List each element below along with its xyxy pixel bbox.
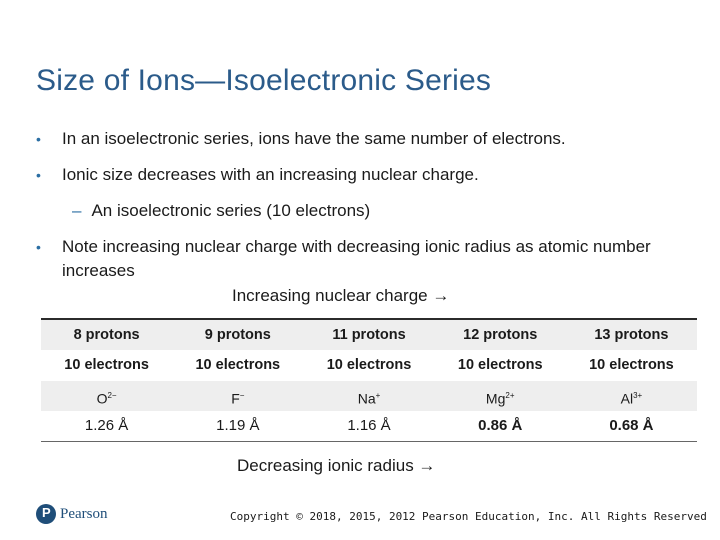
isoelectronic-table [41, 318, 697, 444]
decreasing-radius-label: Decreasing ionic radius → [237, 456, 436, 475]
protons-cell: 11 protons [332, 327, 406, 343]
ion-charge: 2− [107, 391, 117, 400]
sub-bullet-marker: – [72, 201, 82, 220]
radius-cell: 1.19 Å [216, 417, 260, 434]
protons-cell: 8 protons [73, 327, 140, 343]
ion-charge: + [375, 391, 381, 400]
electrons-cell: 10 electrons [64, 357, 149, 373]
pearson-logo-icon [36, 504, 56, 524]
radius-cell: 0.68 Å [609, 417, 654, 434]
bullet-marker: • [36, 167, 41, 183]
copyright-notice: Copyright © 2018, 2015, 2012 Pearson Education, Inc. All Rights Reserved [230, 510, 707, 523]
ion-symbol: O [96, 390, 108, 407]
electrons-cell: 10 electrons [457, 357, 543, 373]
ion-symbol: Al [620, 390, 634, 407]
increasing-charge-label: Increasing nuclear charge → [232, 286, 450, 305]
ion-cell [41, 381, 172, 411]
sub-bullet [72, 201, 370, 221]
bullet-marker: • [36, 239, 41, 255]
radius-row [41, 411, 697, 441]
bullet-text: Ionic size decreases with an increasing nuclear charge. [62, 165, 479, 184]
bullet-text: Note increasing nuclear charge with decreasing ionic radius as atomic number increases [62, 237, 651, 280]
ion-symbol: F [231, 390, 240, 407]
electrons-cell: 10 electrons [326, 357, 412, 373]
ion-symbol: Mg [485, 390, 506, 407]
protons-cell: 9 protons [204, 327, 271, 343]
electrons-row [41, 350, 697, 380]
ion-cell [435, 381, 566, 411]
ion-charge: 2+ [505, 391, 515, 400]
radius-cell: 1.26 Å [84, 417, 129, 434]
table-bottom-rule [41, 441, 697, 442]
pearson-logo [36, 502, 108, 526]
ion-charge: 3+ [633, 391, 643, 400]
sub-bullet-text: An isoelectronic series (10 electrons) [91, 201, 371, 220]
electrons-cell: 10 electrons [589, 357, 674, 373]
bullet-text: In an isoelectronic series, ions have the same number of electrons. [62, 129, 566, 148]
radius-cell: 1.16 Å [347, 417, 391, 434]
protons-cell: 13 protons [594, 327, 669, 343]
ion-cell [566, 381, 697, 411]
ion-cell [172, 381, 303, 411]
protons-row [41, 320, 697, 350]
ion-symbol: Na [357, 390, 376, 407]
bullet-marker: • [36, 131, 41, 147]
pearson-logo-text: Pearson [60, 505, 108, 522]
ion-charge: − [239, 391, 245, 400]
slide-title: Size of Ions—Isoelectronic Series [36, 64, 492, 97]
protons-cell: 12 protons [463, 327, 538, 343]
ion-cell [303, 381, 434, 411]
ion-row [41, 381, 697, 411]
radius-cell: 0.86 Å [478, 417, 523, 434]
electrons-cell: 10 electrons [195, 357, 281, 373]
